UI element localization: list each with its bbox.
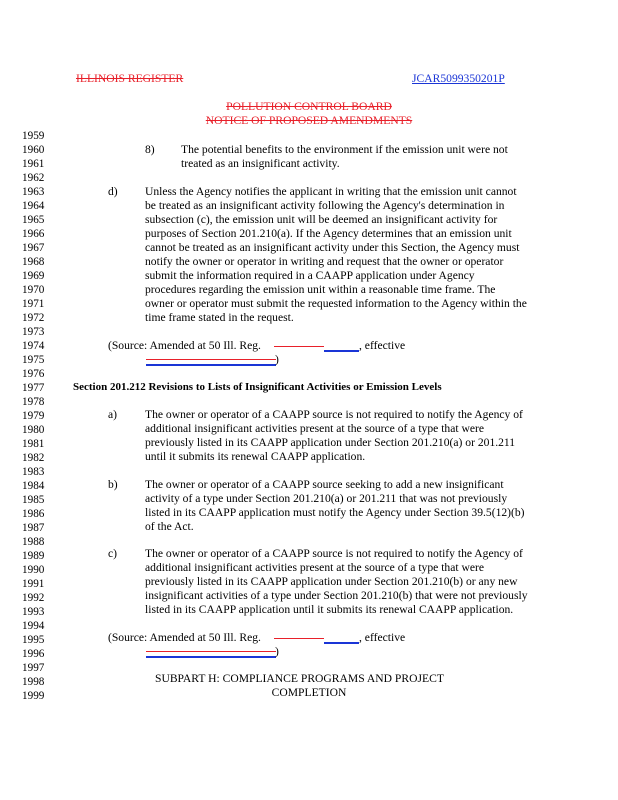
item-d-line: procedures regarding the emission unit within a reasonable time frame. The: [145, 283, 496, 296]
line-number: 1974: [22, 340, 45, 352]
blue-underline-blank: [146, 364, 276, 366]
line-number: 1990: [22, 564, 45, 576]
red-strike-blank: [274, 638, 324, 639]
line-number: 1973: [22, 326, 45, 338]
notice-title: NOTICE OF PROPOSED AMENDMENTS: [205, 114, 413, 127]
blue-underline-blank: [146, 656, 276, 658]
line-number: 1959: [22, 130, 45, 142]
item-b-label: b): [108, 478, 118, 491]
red-strike-blank: [274, 346, 324, 347]
item-a-label: a): [108, 408, 118, 421]
line-number: 1968: [22, 256, 45, 268]
line-number: 1966: [22, 228, 45, 240]
line-number: 1967: [22, 242, 45, 254]
line-number: 1975: [22, 354, 45, 366]
line-number: 1995: [22, 634, 45, 646]
line-number: 1984: [22, 480, 45, 492]
board-title: POLLUTION CONTROL BOARD: [226, 100, 392, 113]
item-d-line: subsection (c), the emission unit will be deemed an insignificant activity for: [145, 213, 498, 226]
source-note-suffix: , effective: [359, 339, 406, 352]
item-c-label: c): [108, 547, 118, 560]
line-number: 1960: [22, 144, 45, 156]
line-number: 1988: [22, 536, 45, 548]
line-number: 1979: [22, 410, 45, 422]
item-c-line: additional insignificant activities present at the source of a type that were: [145, 561, 484, 574]
item-8-line: The potential benefits to the environment if the emission unit were not: [181, 143, 508, 156]
line-number: 1972: [22, 312, 45, 324]
line-number: 1976: [22, 368, 45, 380]
item-a-line: until it submits its renewal CAAPP application.: [145, 450, 366, 463]
section-heading: Section 201.212 Revisions to Lists of Insignificant Activities or Emission Levels: [73, 381, 442, 393]
red-strike-blank: [146, 651, 276, 652]
line-number: 1962: [22, 172, 45, 184]
line-number: 1964: [22, 200, 45, 212]
item-d-label: d): [108, 185, 118, 198]
item-d-line: time frame stated in the request.: [145, 311, 294, 324]
item-b-line: activity of a type under Section 201.210(a) or 201.211 that was not previously: [145, 492, 508, 505]
line-number: 1992: [22, 592, 45, 604]
line-number: 1994: [22, 620, 45, 632]
item-d-line: cannot be treated as an insignificant activity under this Section, the Agency must: [145, 241, 520, 254]
red-strike-blank: [146, 359, 276, 360]
line-number: 1969: [22, 270, 45, 282]
item-d-line: Unless the Agency notifies the applicant in writing that the emission unit cannot: [145, 185, 517, 198]
line-number: 1978: [22, 396, 45, 408]
line-number: 1971: [22, 298, 45, 310]
line-number: 1961: [22, 158, 45, 170]
line-number: 1982: [22, 452, 45, 464]
item-c-line: The owner or operator of a CAAPP source is not required to notify the Agency of: [145, 547, 523, 560]
item-d-line: submit the information required in a CAAPP application under Agency: [145, 269, 475, 282]
item-c-line: insignificant activities of a type under Section 201.210(b) that were not previously: [145, 589, 528, 602]
item-b-line: of the Act.: [145, 520, 194, 533]
subpart-heading-line2: COMPLETION: [271, 686, 347, 699]
item-d-line: purposes of Section 201.210(a). If the Agency determines that an emission unit: [145, 227, 512, 240]
line-number: 1977: [22, 382, 45, 394]
item-d-line: notify the owner or operator in writing and request that the owner or operator: [145, 255, 504, 268]
line-number: 1981: [22, 438, 45, 450]
line-number: 1989: [22, 550, 45, 562]
line-number: 1985: [22, 494, 45, 506]
item-c-line: previously listed in its CAAPP application under Section 201.210(b) or any new: [145, 575, 518, 588]
item-a-line: previously listed in its CAAPP application under Section 201.210(a) or 201.211: [145, 436, 516, 449]
register-title: ILLINOIS REGISTER: [76, 72, 184, 85]
item-8-line: treated as an insignificant activity.: [181, 157, 340, 170]
closing-paren: ): [275, 353, 279, 366]
line-number: 1970: [22, 284, 45, 296]
item-a-line: additional insignificant activities present at the source of a type that were: [145, 422, 484, 435]
source-note-suffix: , effective: [359, 631, 406, 644]
line-number: 1998: [22, 676, 45, 688]
line-number: 1965: [22, 214, 45, 226]
item-d-line: be treated as an insignificant activity following the Agency's determination in: [145, 199, 505, 212]
line-number: 1993: [22, 606, 45, 618]
line-number: 1980: [22, 424, 45, 436]
blue-underline-blank: [324, 350, 359, 352]
subpart-heading-line1: SUBPART H: COMPLIANCE PROGRAMS AND PROJECT: [155, 672, 444, 685]
source-note-prefix: (Source: Amended at 50 Ill. Reg.: [108, 631, 261, 644]
item-b-line: listed in its CAAPP application must notify the Agency under Section 39.5(12)(b): [145, 506, 525, 519]
item-8-label: 8): [145, 143, 155, 156]
item-a-line: The owner or operator of a CAAPP source is not required to notify the Agency of: [145, 408, 523, 421]
line-number: 1997: [22, 662, 45, 674]
line-number: 1983: [22, 466, 45, 478]
item-b-line: The owner or operator of a CAAPP source seeking to add a new insignificant: [145, 478, 504, 491]
item-d-line: owner or operator must submit the requested information to the Agency within the: [145, 297, 527, 310]
line-number: 1999: [22, 690, 45, 702]
line-number: 1986: [22, 508, 45, 520]
line-number: 1987: [22, 522, 45, 534]
blue-underline-blank: [324, 642, 359, 644]
line-number: 1963: [22, 186, 45, 198]
source-note-prefix: (Source: Amended at 50 Ill. Reg.: [108, 339, 261, 352]
jcar-code: JCAR5099350201P: [412, 72, 505, 85]
item-c-line: listed in its CAAPP application until it submits its renewal CAAPP application.: [145, 603, 514, 616]
line-number: 1996: [22, 648, 45, 660]
line-number: 1991: [22, 578, 45, 590]
closing-paren: ): [275, 645, 279, 658]
